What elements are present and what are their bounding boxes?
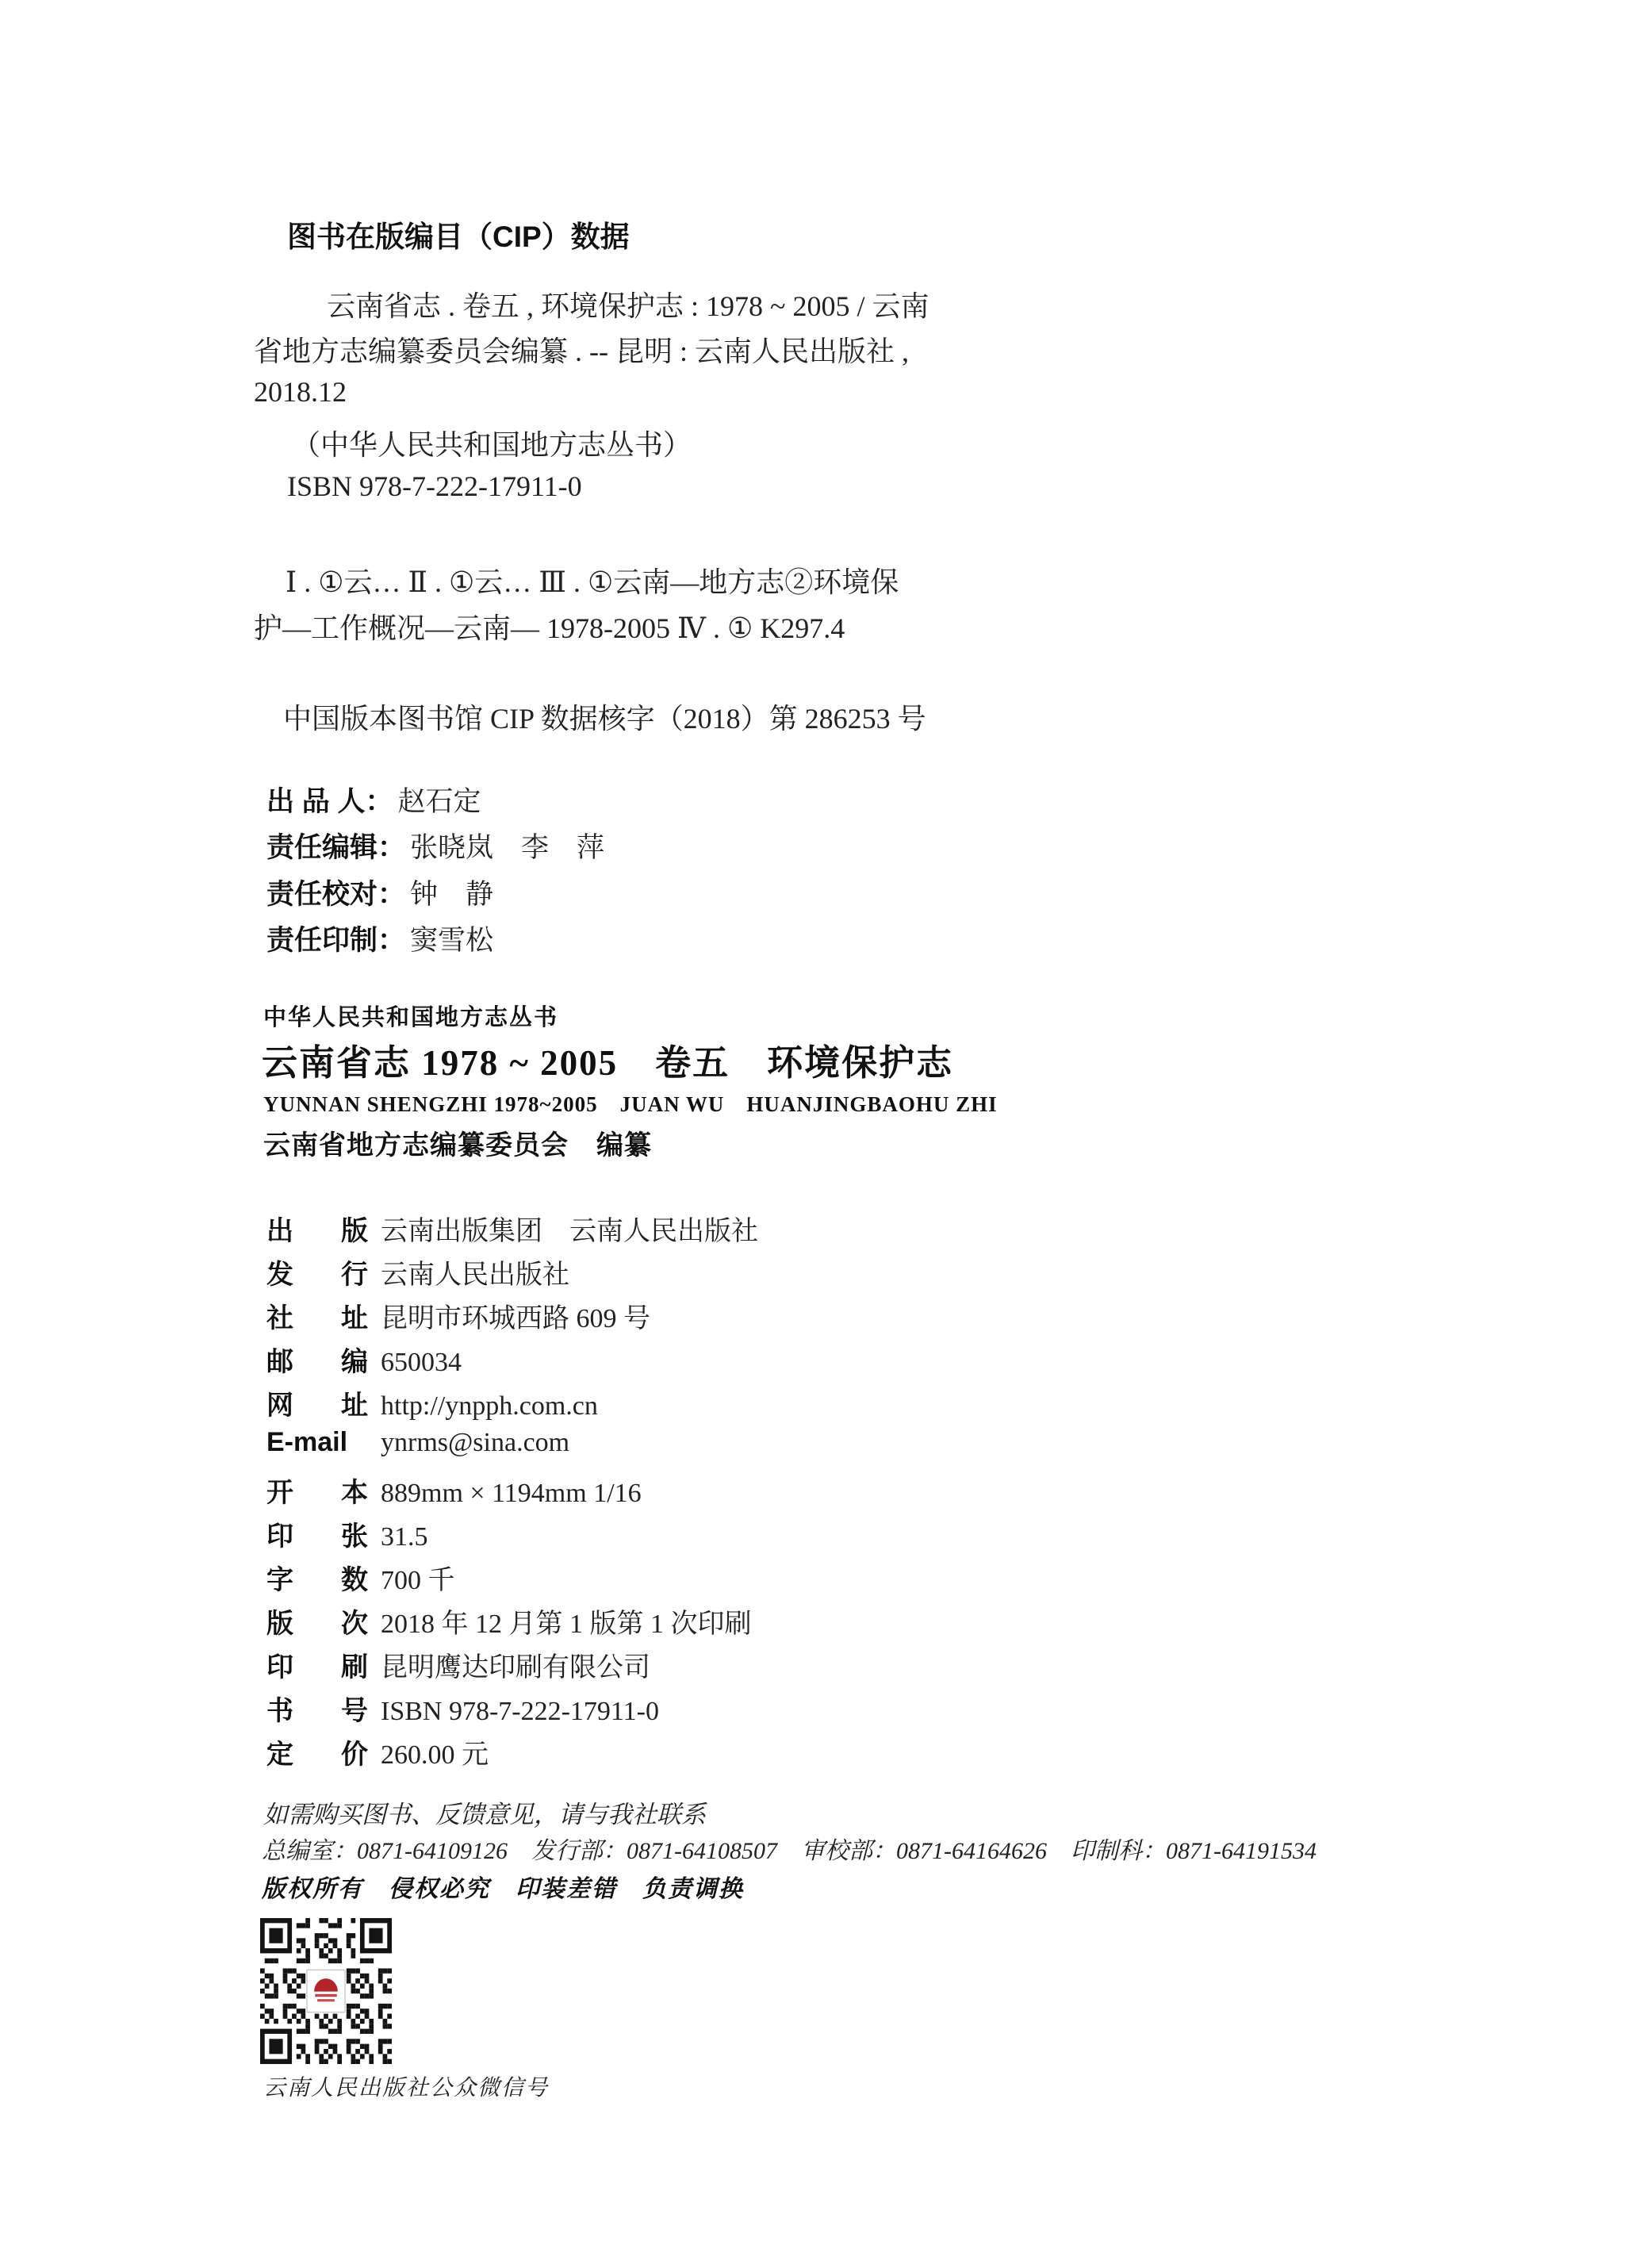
publication-row <box>266 1732 758 1776</box>
publication-label: 版次 <box>266 1609 368 1639</box>
publication-label: 定价 <box>266 1740 368 1770</box>
publication-value: 2018 年 12 月第 1 版第 1 次印刷 <box>381 1610 752 1639</box>
publication-value: 650034 <box>381 1348 462 1377</box>
staff-value: 张晓岚 李 萍 <box>410 832 605 863</box>
publication-value: 云南出版集团 云南人民出版社 <box>381 1217 758 1246</box>
staff-label: 责任印制： <box>266 925 406 956</box>
publication-row <box>266 1296 758 1340</box>
publication-value: ynrms@sina.com <box>381 1428 570 1457</box>
publication-row <box>266 1602 758 1645</box>
publication-value: 260.00 元 <box>381 1740 489 1770</box>
publication-row <box>266 1645 758 1689</box>
publication-label: E-mail <box>266 1427 348 1457</box>
publication-label: 印张 <box>266 1521 368 1552</box>
qr-code <box>260 1918 392 2064</box>
qr-caption: 云南人民出版社公众微信号 <box>263 2076 550 2101</box>
publication-value: 889mm × 1194mm 1/16 <box>381 1479 642 1508</box>
cip-header: 图书在版编目（CIP）数据 <box>287 221 630 253</box>
publication-row <box>266 1253 758 1296</box>
contact-note: 如需购买图书、反馈意见，请与我社联系 <box>263 1801 706 1828</box>
publication-label: 发行 <box>266 1260 368 1290</box>
book-title: 云南省志 1978 ~ 2005 卷五 环境保护志 <box>262 1043 954 1083</box>
classification-line: Ⅰ . ①云… Ⅱ . ①云… Ⅲ . ①云南—地方志②环境保 <box>286 566 899 598</box>
staff-label: 出 品 人： <box>266 786 393 817</box>
staff-row <box>266 826 604 865</box>
publication-list <box>266 1209 758 1776</box>
publication-value: 昆明鹰达印刷有限公司 <box>381 1653 650 1682</box>
staff-label: 责任校对： <box>266 879 406 910</box>
publication-label: 书号 <box>266 1696 368 1726</box>
series-note: （中华人民共和国地方志丛书） <box>292 429 692 461</box>
book-title-pinyin: YUNNAN SHENGZHI 1978~2005 JUAN WU HUANJINGBAOHU ZHI <box>263 1092 998 1116</box>
series-title: 中华人民共和国地方志丛书 <box>263 1005 559 1030</box>
staff-value: 钟 静 <box>410 879 494 910</box>
cip-line: 2018.12 <box>254 376 347 408</box>
copyright-notice: 版权所有 侵权必究 印装差错 负责调换 <box>262 1876 744 1902</box>
publication-value: 云南人民出版社 <box>381 1260 569 1290</box>
cip-record: 中国版本图书馆 CIP 数据核字（2018）第 286253 号 <box>283 703 926 735</box>
publication-label: 字数 <box>266 1565 368 1595</box>
isbn-line: ISBN 978-7-222-17911-0 <box>287 470 582 502</box>
staff-row <box>266 919 493 958</box>
staff-value: 窦雪松 <box>410 925 494 956</box>
staff-value: 赵石定 <box>397 786 481 817</box>
publication-row <box>266 1209 758 1253</box>
publication-value: 昆明市环城西路 609 号 <box>381 1304 650 1333</box>
publication-label: 社址 <box>266 1303 368 1333</box>
publication-label: 邮编 <box>266 1347 368 1377</box>
publication-row <box>266 1471 758 1514</box>
classification-line: 护—工作概况—云南— 1978-2005 Ⅳ . ① K297.4 <box>254 612 845 644</box>
publication-value: http://ynpph.com.cn <box>381 1391 598 1421</box>
publication-row <box>266 1558 758 1602</box>
contact-numbers: 总编室：0871-64109126 发行部：0871-64108507 审校部：0871-64164626 印制科：0871-64191534 <box>262 1838 1317 1864</box>
publication-label: 开本 <box>266 1478 368 1508</box>
publication-label: 出版 <box>266 1216 368 1246</box>
cip-line: 省地方志编纂委员会编纂 . -- 昆明 : 云南人民出版社 , <box>254 336 909 367</box>
staff-label: 责任编辑： <box>266 832 406 863</box>
staff-row <box>266 873 493 912</box>
publication-row <box>266 1689 758 1732</box>
cip-line: 云南省志 . 卷五 , 环境保护志 : 1978 ~ 2005 / 云南 <box>327 290 929 322</box>
publication-row <box>266 1340 758 1383</box>
publication-row <box>266 1514 758 1558</box>
publication-label: 印刷 <box>266 1652 368 1682</box>
publication-value: 700 千 <box>381 1566 455 1595</box>
compiler: 云南省地方志编纂委员会 编纂 <box>263 1130 652 1161</box>
publication-row <box>266 1427 758 1471</box>
staff-row <box>266 780 481 819</box>
publication-value: ISBN 978-7-222-17911-0 <box>381 1697 659 1726</box>
publication-value: 31.5 <box>381 1522 428 1552</box>
publication-row <box>266 1383 758 1427</box>
publication-label: 网址 <box>266 1391 368 1421</box>
